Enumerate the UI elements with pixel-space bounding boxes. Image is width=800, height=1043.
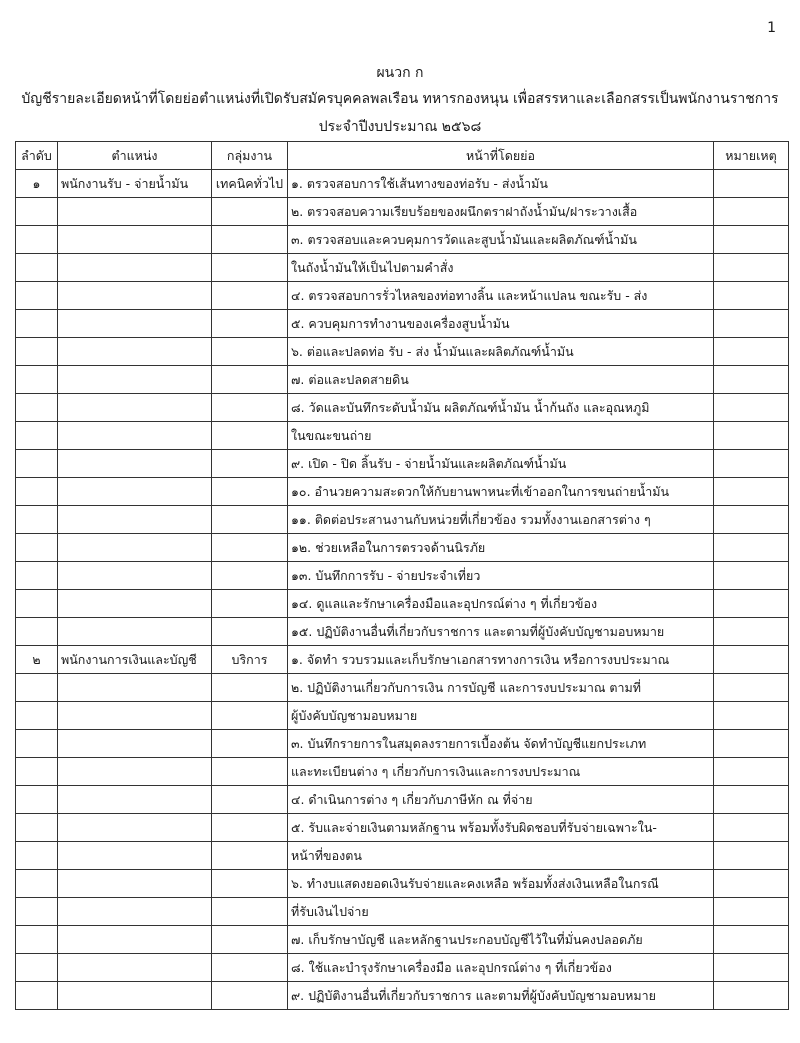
cell-group <box>212 870 288 898</box>
cell-position <box>58 422 212 450</box>
cell-duty: ๘. ใช้และบำรุงรักษาเครื่องมือ และอุปกรณ์ต่าง ๆ ที่เกี่ยวข้อง <box>288 954 714 982</box>
table-row <box>16 226 789 254</box>
table-row <box>16 842 789 870</box>
cell-group <box>212 730 288 758</box>
cell-order <box>16 422 58 450</box>
table-header-row <box>16 142 789 170</box>
cell-order <box>16 450 58 478</box>
table-row <box>16 562 789 590</box>
document-subtitle: ประจำปีงบประมาณ ๒๕๖๘ <box>318 119 482 135</box>
table-row <box>16 198 789 226</box>
annex-label: ผนวก ก <box>376 65 424 81</box>
table-row <box>16 702 789 730</box>
cell-group <box>212 814 288 842</box>
cell-order <box>16 562 58 590</box>
cell-group <box>212 254 288 282</box>
cell-note <box>714 646 789 674</box>
table-row <box>16 338 789 366</box>
cell-position: พนักงานรับ - จ่ายน้ำมัน <box>58 170 212 198</box>
cell-duty: ๙. เปิด - ปิด ลิ้นรับ - จ่ายน้ำมันและผลิตภัณฑ์น้ำมัน <box>288 450 714 478</box>
cell-order <box>16 842 58 870</box>
cell-position <box>58 926 212 954</box>
cell-duty: ๕. ควบคุมการทำงานของเครื่องสูบน้ำมัน <box>288 310 714 338</box>
cell-duty: ๑๔. ดูแลและรักษาเครื่องมือและอุปกรณ์ต่าง ๆ ที่เกี่ยวข้อง <box>288 590 714 618</box>
cell-duty: ๙. ปฏิบัติงานอื่นที่เกี่ยวกับราชการ และตามที่ผู้บังคับบัญชามอบหมาย <box>288 982 714 1010</box>
cell-order <box>16 674 58 702</box>
cell-note <box>714 758 789 786</box>
cell-position <box>58 366 212 394</box>
cell-note <box>714 478 789 506</box>
cell-note <box>714 394 789 422</box>
cell-duty: ๔. ตรวจสอบการรั่วไหลของท่อทางลิ้น และหน้าแปลน ขณะรับ - ส่ง <box>288 282 714 310</box>
cell-position <box>58 562 212 590</box>
cell-order <box>16 226 58 254</box>
cell-order <box>16 366 58 394</box>
cell-group <box>212 702 288 730</box>
cell-duty: ๒. ปฏิบัติงานเกี่ยวกับการเงิน การบัญชี และการงบประมาณ ตามที่ <box>288 674 714 702</box>
document-title: บัญชีรายละเอียดหน้าที่โดยย่อตำแหน่งที่เปิดรับสมัครบุคคลพลเรือน ทหารกองหนุน เพื่อสรรหาและเลือกสรรเป็นพนักงานราชการ <box>21 91 779 107</box>
cell-order <box>16 198 58 226</box>
cell-position <box>58 394 212 422</box>
cell-position <box>58 674 212 702</box>
column-header-notes: หมายเหตุ <box>714 142 789 170</box>
cell-note <box>714 814 789 842</box>
cell-group <box>212 786 288 814</box>
cell-duty: ในถังน้ำมันให้เป็นไปตามคำสั่ง <box>288 254 714 282</box>
column-header-group: กลุ่มงาน <box>212 142 288 170</box>
cell-order <box>16 394 58 422</box>
cell-order <box>16 478 58 506</box>
cell-group <box>212 282 288 310</box>
table-row <box>16 422 789 450</box>
cell-order <box>16 590 58 618</box>
cell-position <box>58 898 212 926</box>
cell-group <box>212 954 288 982</box>
cell-position <box>58 870 212 898</box>
cell-note <box>714 226 789 254</box>
cell-duty: ๑๒. ช่วยเหลือในการตรวจด้านนิรภัย <box>288 534 714 562</box>
page-number: 1 <box>767 20 776 36</box>
cell-order <box>16 254 58 282</box>
cell-note <box>714 534 789 562</box>
table-row <box>16 394 789 422</box>
cell-duty: ๑๑. ติดต่อประสานงานกับหน่วยที่เกี่ยวข้อง รวมทั้งงานเอกสารต่าง ๆ <box>288 506 714 534</box>
table-row <box>16 282 789 310</box>
cell-duty: ๑. จัดทำ รวบรวมและเก็บรักษาเอกสารทางการเงิน หรือการงบประมาณ <box>288 646 714 674</box>
cell-note <box>714 590 789 618</box>
cell-group <box>212 758 288 786</box>
cell-group <box>212 478 288 506</box>
cell-group <box>212 982 288 1010</box>
table-row <box>16 170 789 198</box>
cell-position <box>58 702 212 730</box>
cell-group <box>212 450 288 478</box>
cell-note <box>714 198 789 226</box>
cell-group: เทคนิคทั่วไป <box>212 170 288 198</box>
cell-note <box>714 366 789 394</box>
cell-position <box>58 338 212 366</box>
table-row <box>16 870 789 898</box>
cell-order <box>16 534 58 562</box>
cell-order <box>16 758 58 786</box>
table-row <box>16 786 789 814</box>
cell-note <box>714 674 789 702</box>
cell-note <box>714 338 789 366</box>
cell-position <box>58 254 212 282</box>
cell-duty: ๓. บันทึกรายการในสมุดลงรายการเบื้องต้น จัดทำบัญชีแยกประเภท <box>288 730 714 758</box>
table-row <box>16 730 789 758</box>
cell-order <box>16 506 58 534</box>
cell-order <box>16 618 58 646</box>
cell-note <box>714 450 789 478</box>
cell-note <box>714 982 789 1010</box>
cell-position <box>58 758 212 786</box>
cell-position <box>58 618 212 646</box>
cell-duty: ๓. ตรวจสอบและควบคุมการวัดและสูบน้ำมันและผลิตภัณฑ์น้ำมัน <box>288 226 714 254</box>
cell-duty: ในขณะขนถ่าย <box>288 422 714 450</box>
cell-position <box>58 534 212 562</box>
cell-group <box>212 338 288 366</box>
cell-group <box>212 422 288 450</box>
cell-group <box>212 926 288 954</box>
cell-group <box>212 842 288 870</box>
cell-group <box>212 310 288 338</box>
cell-position <box>58 730 212 758</box>
table-row <box>16 618 789 646</box>
cell-note <box>714 618 789 646</box>
cell-position <box>58 310 212 338</box>
cell-duty: ๑๕. ปฏิบัติงานอื่นที่เกี่ยวกับราชการ และตามที่ผู้บังคับบัญชามอบหมาย <box>288 618 714 646</box>
cell-position <box>58 954 212 982</box>
table-row <box>16 534 789 562</box>
cell-group <box>212 366 288 394</box>
table-row <box>16 954 789 982</box>
cell-duty: ๖. ทำงบแสดงยอดเงินรับจ่ายและคงเหลือ พร้อมทั้งส่งเงินเหลือในกรณี <box>288 870 714 898</box>
cell-note <box>714 702 789 730</box>
table-row <box>16 926 789 954</box>
cell-position <box>58 786 212 814</box>
cell-position <box>58 590 212 618</box>
cell-group <box>212 618 288 646</box>
cell-duty: ๔. ดำเนินการต่าง ๆ เกี่ยวกับภาษีหัก ณ ที่จ่าย <box>288 786 714 814</box>
cell-order <box>16 954 58 982</box>
cell-position <box>58 226 212 254</box>
cell-note <box>714 730 789 758</box>
table-row <box>16 254 789 282</box>
cell-position <box>58 450 212 478</box>
cell-note <box>714 562 789 590</box>
cell-duty: ที่รับเงินไปจ่าย <box>288 898 714 926</box>
table-row <box>16 366 789 394</box>
cell-order <box>16 282 58 310</box>
cell-note <box>714 170 789 198</box>
cell-note <box>714 422 789 450</box>
table-row <box>16 758 789 786</box>
cell-order <box>16 898 58 926</box>
table-row <box>16 478 789 506</box>
cell-group <box>212 226 288 254</box>
cell-position <box>58 842 212 870</box>
cell-duty: ๘. วัดและบันทึกระดับน้ำมัน ผลิตภัณฑ์น้ำมัน น้ำก้นถัง และอุณหภูมิ <box>288 394 714 422</box>
cell-group <box>212 506 288 534</box>
cell-duty: ๑. ตรวจสอบการใช้เส้นทางของท่อรับ - ส่งน้ำมัน <box>288 170 714 198</box>
cell-order <box>16 730 58 758</box>
cell-position: พนักงานการเงินและบัญชี <box>58 646 212 674</box>
cell-note <box>714 842 789 870</box>
cell-group <box>212 198 288 226</box>
cell-position <box>58 982 212 1010</box>
table-row <box>16 506 789 534</box>
table-row <box>16 646 789 674</box>
table-row <box>16 674 789 702</box>
cell-duty: ๒. ตรวจสอบความเรียบร้อยของผนึกตราฝาถังน้ำมัน/ฝาระวางเสื้อ <box>288 198 714 226</box>
cell-duty: ๑๐. อำนวยความสะดวกให้กับยานพาหนะที่เข้าออกในการขนถ่ายน้ำมัน <box>288 478 714 506</box>
cell-note <box>714 254 789 282</box>
cell-duty: และทะเบียนต่าง ๆ เกี่ยวกับการเงินและการงบประมาณ <box>288 758 714 786</box>
cell-group <box>212 674 288 702</box>
cell-order <box>16 702 58 730</box>
cell-note <box>714 870 789 898</box>
column-header-position: ตำแหน่ง <box>58 142 212 170</box>
duties-table <box>15 141 789 1010</box>
cell-order: ๑ <box>16 170 58 198</box>
cell-duty: ๕. รับและจ่ายเงินตามหลักฐาน พร้อมทั้งรับผิดชอบที่รับจ่ายเฉพาะใน- <box>288 814 714 842</box>
cell-duty: ๑๓. บันทึกการรับ - จ่ายประจำเที่ยว <box>288 562 714 590</box>
cell-note <box>714 282 789 310</box>
table-row <box>16 310 789 338</box>
cell-duty: ๖. ต่อและปลดท่อ รับ - ส่ง น้ำมันและผลิตภัณฑ์น้ำมัน <box>288 338 714 366</box>
cell-group: บริการ <box>212 646 288 674</box>
cell-position <box>58 198 212 226</box>
cell-duty: หน้าที่ของตน <box>288 842 714 870</box>
cell-order <box>16 310 58 338</box>
cell-note <box>714 898 789 926</box>
table-row <box>16 982 789 1010</box>
cell-position <box>58 282 212 310</box>
cell-position <box>58 506 212 534</box>
cell-group <box>212 590 288 618</box>
cell-note <box>714 310 789 338</box>
cell-group <box>212 562 288 590</box>
cell-note <box>714 506 789 534</box>
cell-order <box>16 870 58 898</box>
cell-duty: ผู้บังคับบัญชามอบหมาย <box>288 702 714 730</box>
cell-order: ๒ <box>16 646 58 674</box>
cell-order <box>16 982 58 1010</box>
cell-duty: ๗. เก็บรักษาบัญชี และหลักฐานประกอบบัญชีไว้ในที่มั่นคงปลอดภัย <box>288 926 714 954</box>
cell-position <box>58 478 212 506</box>
table-row <box>16 590 789 618</box>
cell-order <box>16 338 58 366</box>
table-row <box>16 450 789 478</box>
cell-group <box>212 534 288 562</box>
cell-order <box>16 814 58 842</box>
cell-position <box>58 814 212 842</box>
cell-order <box>16 786 58 814</box>
cell-order <box>16 926 58 954</box>
cell-group <box>212 898 288 926</box>
table-row <box>16 898 789 926</box>
cell-note <box>714 954 789 982</box>
cell-group <box>212 394 288 422</box>
column-header-duties: หน้าที่โดยย่อ <box>288 142 714 170</box>
cell-note <box>714 926 789 954</box>
table-row <box>16 814 789 842</box>
column-header-order: ลำดับ <box>16 142 58 170</box>
cell-duty: ๗. ต่อและปลดสายดิน <box>288 366 714 394</box>
cell-note <box>714 786 789 814</box>
